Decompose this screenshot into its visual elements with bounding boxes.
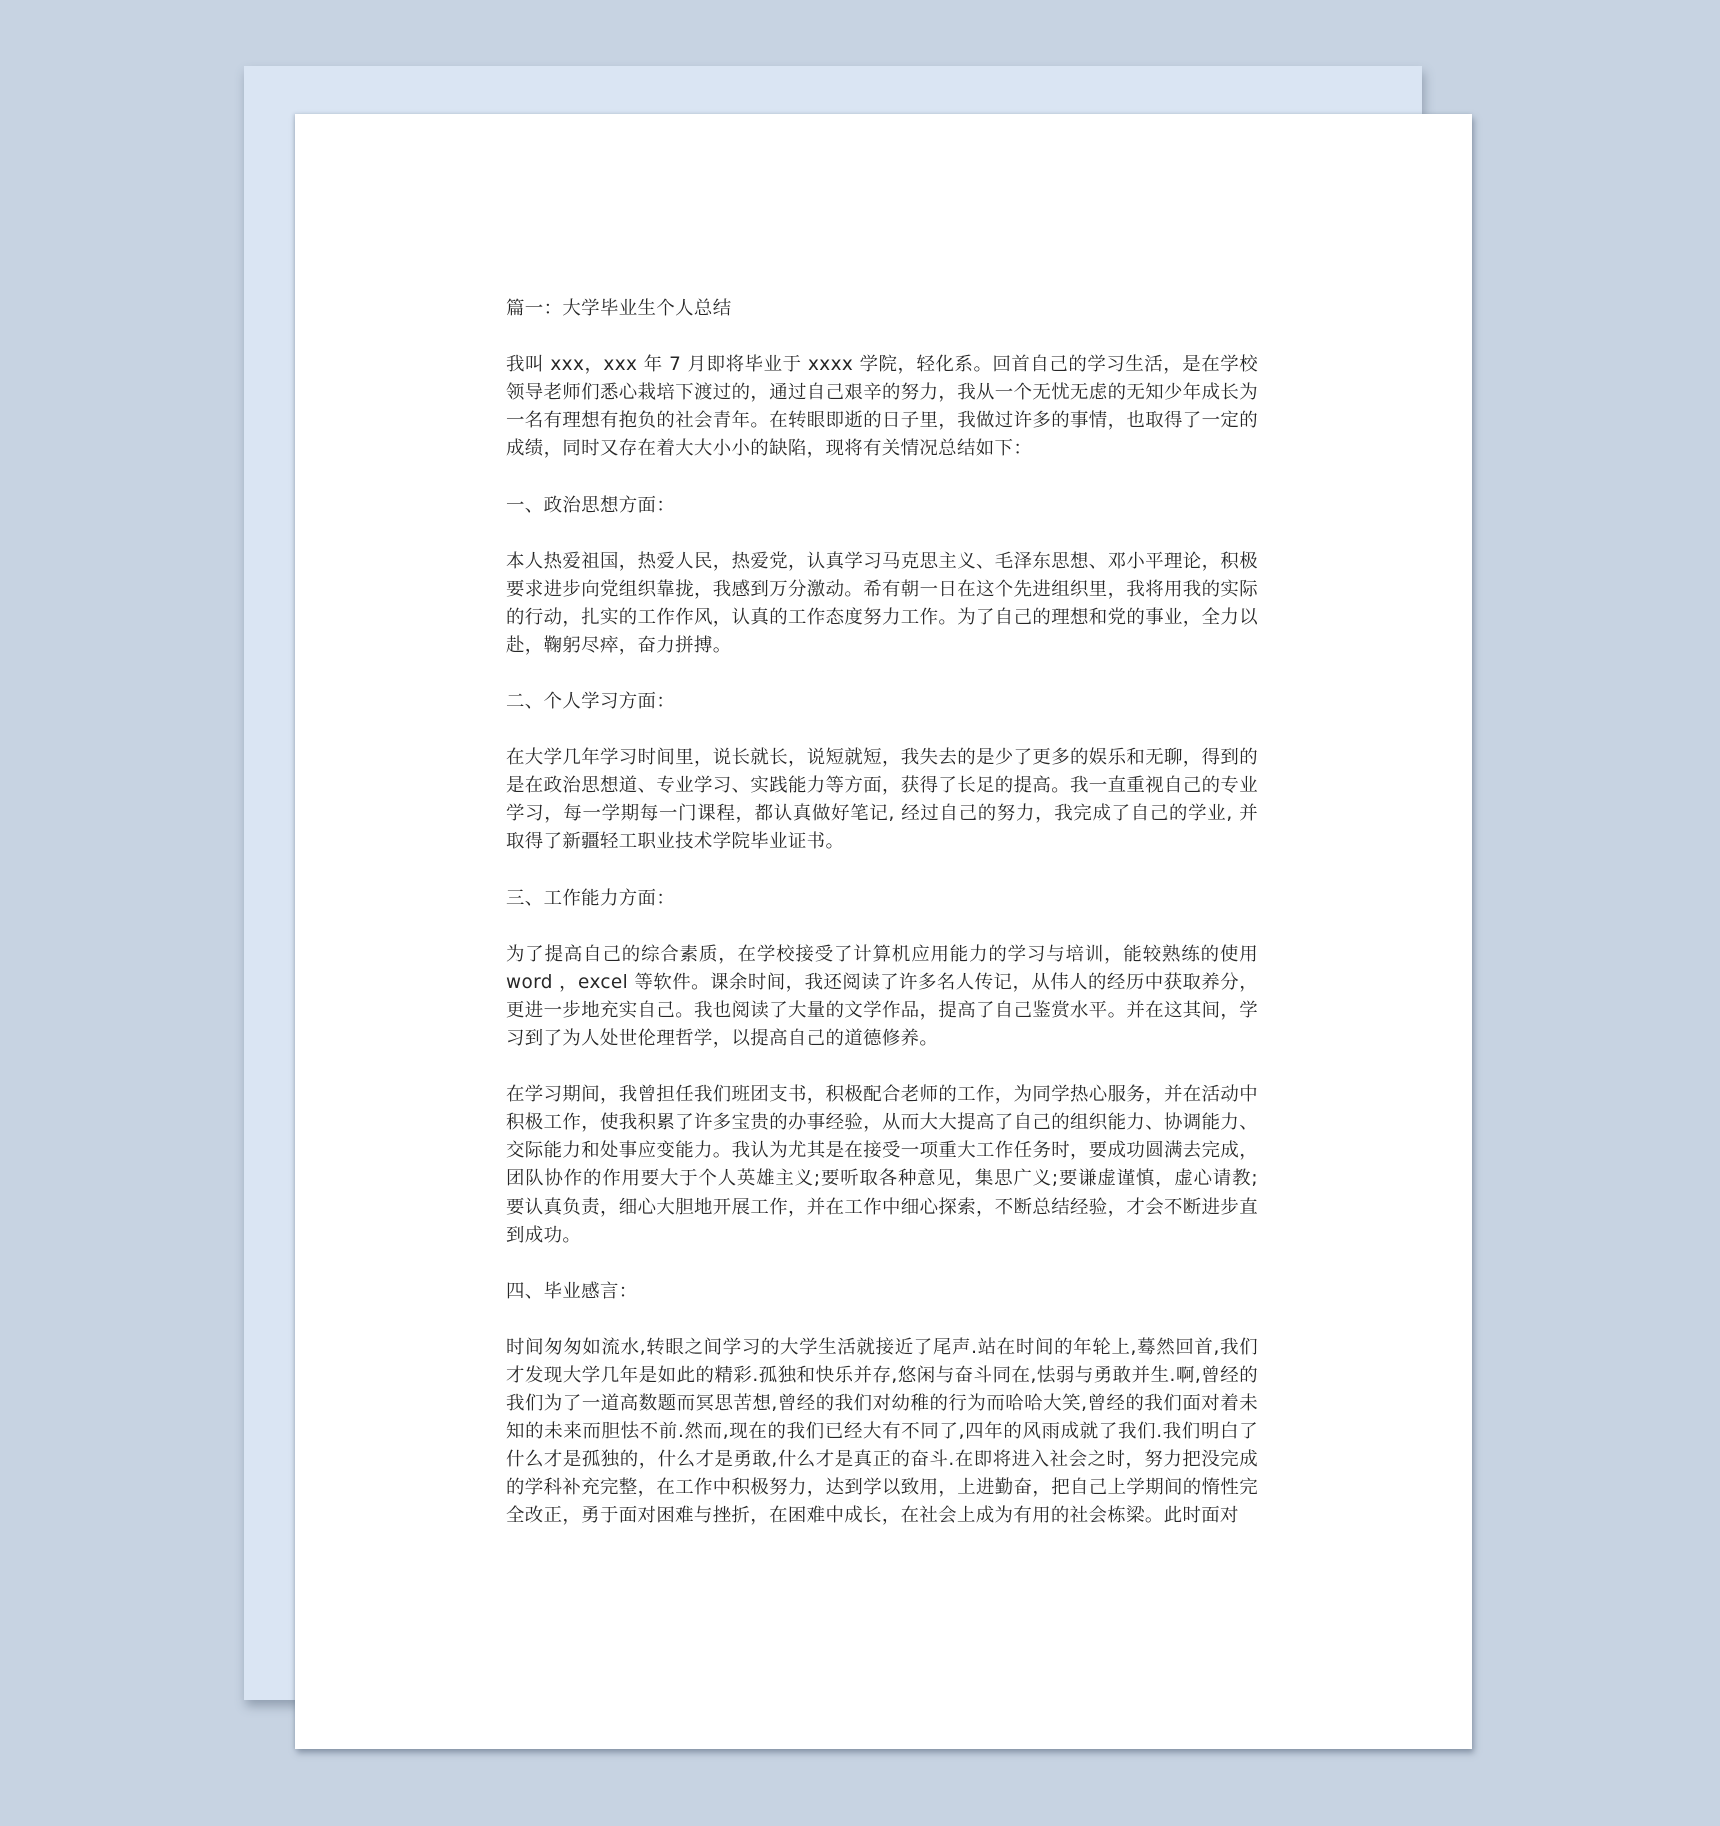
- document-title: 篇一：大学毕业生个人总结: [506, 298, 732, 319]
- section-heading-work: 三、工作能力方面：: [506, 887, 676, 909]
- paragraph-work-2: 在学习期间，我曾担任我们班团支书，积极配合老师的工作，为同学热心服务，并在活动中积极工作，使我积累了许多宝贵的办事经验，从而大大提高了自己的组织能力、协调能力、交际能力和处事应变能力。我认为尤其是在接受一项重大工作任务时，要成功圆满去完成，团队协作的作用要大于个人英雄主义;要听取各种意见，集思广义;要谦虚谨慎，虚心请教;要认真负责，细心大胆地开展工作，并在工作中细心探索，不断总结经验，才会不断进步直到成功。: [506, 1084, 1258, 1246]
- section-heading-politics: 一、政治思想方面：: [506, 494, 676, 516]
- front-page-sheet: [295, 114, 1472, 1749]
- paragraph-intro: 我叫 xxx，xxx 年 7 月即将毕业于 xxxx 学院，轻化系。回首自己的学习生活，是在学校领导老师们悉心栽培下渡过的，通过自己艰辛的努力，我从一个无忧无虑的无知少年成长为一名有理想有抱负的社会青年。在转眼即逝的日子里，我做过许多的事情，也取得了一定的成绩，同时又存在着大大小小的缺陷，现将有关情况总结如下：: [506, 354, 1258, 460]
- section-heading-study: 二、个人学习方面：: [506, 691, 676, 713]
- paragraph-politics: 本人热爱祖国，热爱人民，热爱党，认真学习马克思主义、毛泽东思想、邓小平理论，积极要求进步向党组织靠拢，我感到万分激动。希有朝一日在这个先进组织里，我将用我的实际的行动，扎实的工作作风，认真的工作态度努力工作。为了自己的理想和党的事业，全力以赴，鞠躬尽瘁，奋力拼搏。: [506, 550, 1258, 656]
- paragraph-work-1: 为了提高自己的综合素质，在学校接受了计算机应用能力的学习与培训，能较熟练的使用 word ，excel 等软件。课余时间，我还阅读了许多名人传记，从伟人的经历中获取养分，更进一步地充实自己。我也阅读了大量的文学作品，提高了自己鉴赏水平。并在这其间，学习到了为人处世伦理哲学，以提高自己的道德修养。: [506, 943, 1258, 1050]
- paragraph-graduation: 时间匆匆如流水,转眼之间学习的大学生活就接近了尾声.站在时间的年轮上,蓦然回首,我们才发现大学几年是如此的精彩.孤独和快乐并存,悠闲与奋斗同在,怯弱与勇敢并生.啊,曾经的我们为了一道高数题而冥思苦想,曾经的我们对幼稚的行为而哈哈大笑,曾经的我们面对着未知的未来而胆怯不前.然而,现在的我们已经大有不同了,四年的风雨成就了我们.我们明白了什么才是孤独的，什么才是勇敢,什么才是真正的奋斗.在即将进入社会之时，努力把没完成的学科补充完整，在工作中积极努力，达到学以致用，上进勤奋，把自己上学期间的惰性完全改正，勇于面对困难与挫折，在困难中成长，在社会上成为有用的社会栋梁。此时面对: [506, 1336, 1258, 1527]
- section-heading-graduation: 四、毕业感言：: [506, 1280, 638, 1302]
- document-body: [506, 295, 1258, 1559]
- paragraph-study: 在大学几年学习时间里，说长就长，说短就短，我失去的是少了更多的娱乐和无聊，得到的是在政治思想道、专业学习、实践能力等方面，获得了长足的提高。我一直重视自己的专业学习，每一学期每一门课程，都认真做好笔记, 经过自己的努力，我完成了自己的学业, 并取得了新疆轻工职业技术学院毕业证书。: [506, 747, 1258, 853]
